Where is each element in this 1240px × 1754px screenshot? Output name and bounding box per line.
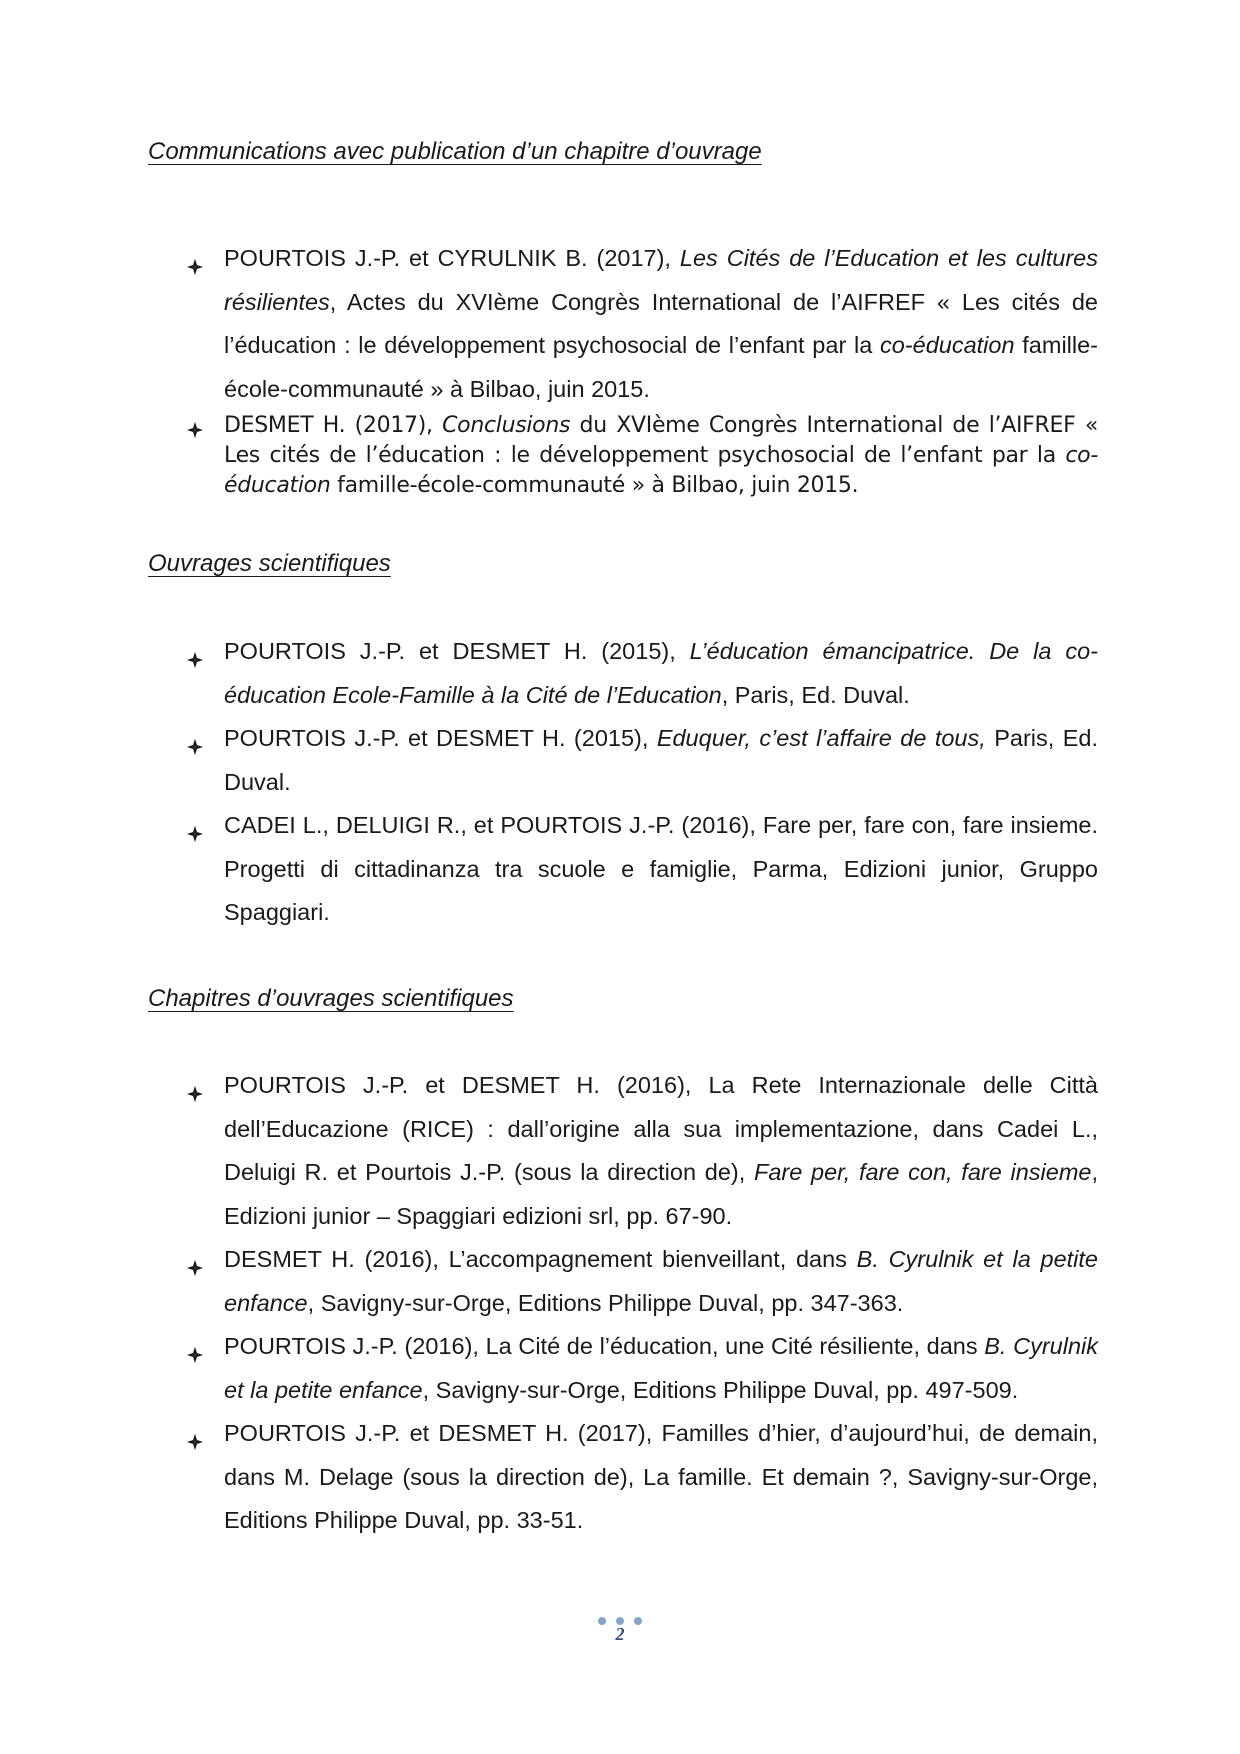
- reference-text: , Actes du XVIème Congrès International de l’AIFREF « Les cités de l’éducation : le développement psychosocial de l’enfant par la: [224, 288, 1098, 358]
- reference-text: POURTOIS J.-P. et DESMET H. (2015),: [224, 638, 690, 664]
- reference-item: [186, 630, 1098, 717]
- reference-italic-text: B. Cyrulnik et la petite enfance: [224, 1333, 1098, 1403]
- chapitres-list: [186, 1064, 1098, 1543]
- bullet-icon: [186, 1246, 208, 1290]
- reference-text: POURTOIS J.-P. (2016), La Cité de l’éducation, une Cité résiliente, dans: [224, 1333, 985, 1359]
- reference-text: POURTOIS J.-P. et DESMET H. (2016), La Rete Internazionale delle Città dell’Educazione (RICE) : dall’origine alla sua implementazione, dans Cadei L., Deluigi R. et Pourtois J.-P. (sous la direction de),: [224, 1072, 1098, 1185]
- reference-text: famille-école-communauté » à Bilbao, juin 2015.: [224, 332, 1099, 402]
- bullet-icon: [186, 725, 208, 769]
- bullet-icon: [186, 638, 208, 682]
- reference-italic-text: Fare per, fare con, fare insieme: [753, 1159, 1092, 1185]
- reference-text: du XVIème Congrès International de l’AIFREF « Les cités de l’éducation : le développement psychosocial de l’enfant par la: [224, 413, 1098, 468]
- reference-text: DESMET H. (2017),: [224, 413, 443, 438]
- ouvrages-list: [186, 630, 1098, 935]
- section-title-communications: Communications avec publication d’un chapitre d’ouvrage: [148, 138, 762, 165]
- reference-item: [186, 237, 1098, 411]
- bullet-icon: [186, 812, 208, 856]
- reference-text: famille-école-communauté » à Bilbao, juin 2015.: [330, 473, 859, 498]
- reference-item: [186, 411, 1098, 501]
- page-number: 2: [615, 1624, 625, 1644]
- reference-text: POURTOIS J.-P. et CYRULNIK B. (2017),: [224, 245, 680, 271]
- reference-text: , Paris, Ed. Duval.: [721, 681, 910, 708]
- reference-text: POURTOIS J.-P. et DESMET H. (2017), Familles d’hier, d’aujourd’hui, de demain, dans M. Delage (sous la direction de), La famille. Et demain ?, Savigny-sur-Orge, Editions Philippe Duval, pp. 33-51.: [224, 1420, 1098, 1533]
- communications-list: [186, 237, 1098, 501]
- reference-item: [186, 804, 1098, 935]
- reference-item: [186, 717, 1098, 804]
- reference-item: [186, 1064, 1098, 1238]
- section-title-chapitres: Chapitres d’ouvrages scientifiques: [148, 985, 514, 1012]
- reference-text: , Savigny-sur-Orge, Editions Philippe Duval, pp. 347-363.: [307, 1289, 904, 1316]
- reference-italic-text: co-éducation: [224, 443, 1098, 498]
- reference-item: [186, 1412, 1098, 1543]
- section-title-ouvrages: Ouvrages scientifiques: [148, 550, 391, 577]
- bullet-icon: [186, 413, 208, 443]
- reference-item: [186, 1325, 1098, 1412]
- bullet-icon: [186, 1072, 208, 1116]
- reference-italic-text: Les Cités de l’Education et les cultures résilientes: [224, 245, 1098, 315]
- bullet-icon: [186, 1333, 208, 1377]
- reference-text: Paris, Ed. Duval.: [224, 725, 1098, 795]
- reference-italic-text: L’éducation émancipatrice. De la co-éducation Ecole-Famille à la Cité de l’Education: [224, 638, 1098, 708]
- reference-item: [186, 1238, 1098, 1325]
- bullet-icon: [186, 245, 208, 289]
- bullet-icon: [186, 1420, 208, 1464]
- reference-italic-text: Eduquer, c’est l’affaire de tous,: [656, 725, 986, 751]
- reference-text: DESMET H. (2016), L’accompagnement bienveillant, dans: [224, 1246, 857, 1272]
- reference-italic-text: co-éducation: [879, 332, 1015, 358]
- reference-italic-text: Conclusions: [442, 413, 571, 438]
- reference-text: CADEI L., DELUIGI R., et POURTOIS J.-P. (2016), Fare per, fare con, fare insieme. Progetti di cittadinanza tra scuole e famiglie, Parma, Edizioni junior, Gruppo Spaggiari.: [224, 812, 1098, 925]
- reference-italic-text: B. Cyrulnik et la petite enfance: [224, 1246, 1098, 1316]
- reference-text: , Savigny-sur-Orge, Editions Philippe Duval, pp. 497-509.: [422, 1376, 1019, 1403]
- reference-text: POURTOIS J.-P. et DESMET H. (2015),: [224, 725, 657, 751]
- reference-text: , Edizioni junior – Spaggiari edizioni srl, pp. 67-90.: [224, 1159, 1099, 1229]
